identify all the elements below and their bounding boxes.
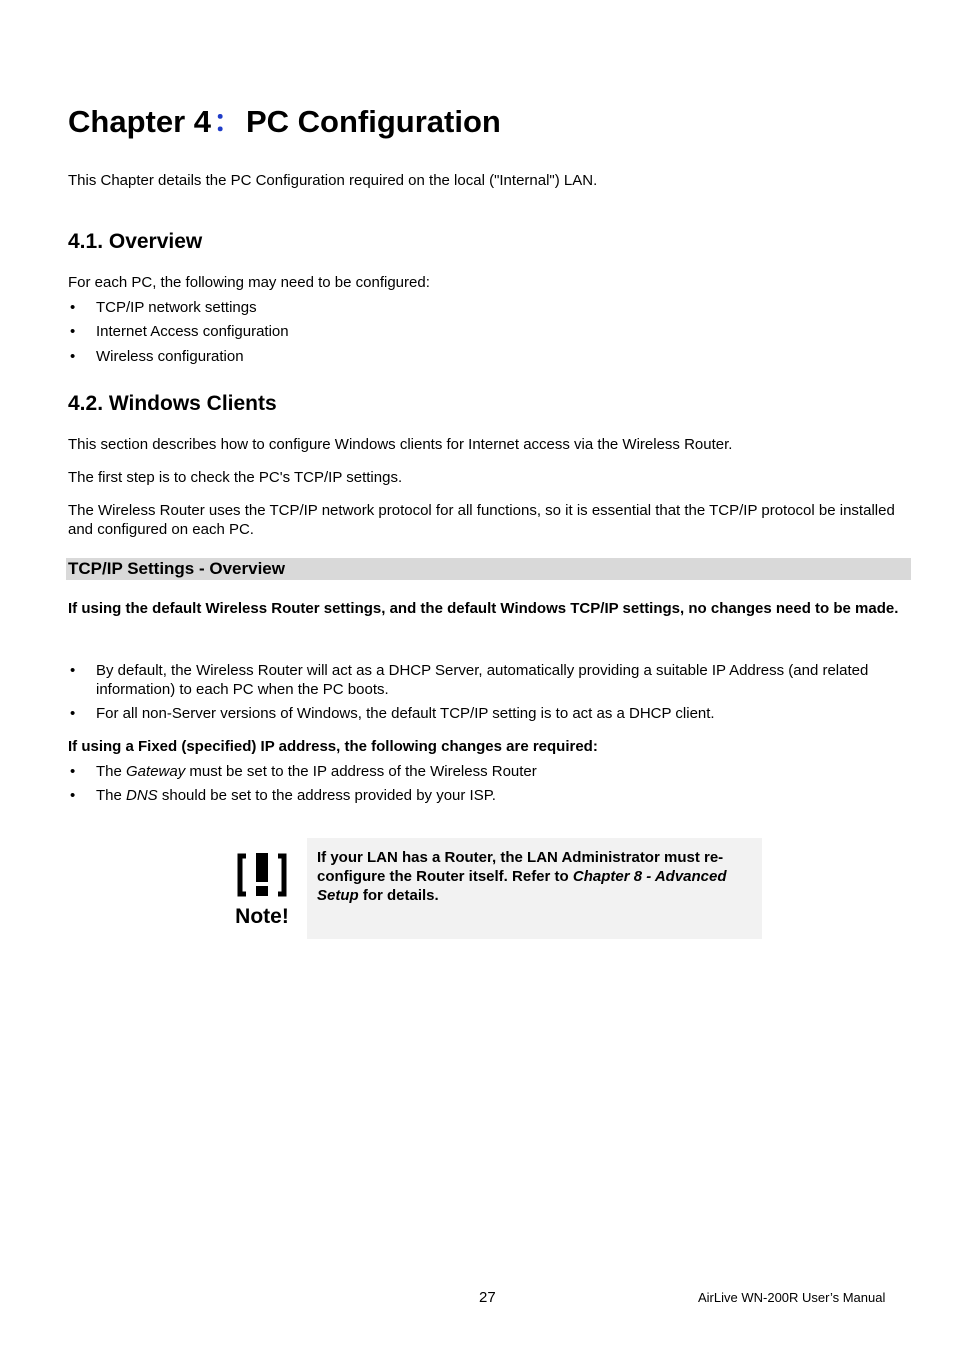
- windows-para-2: The first step is to check the PC's TCP/IP settings.: [68, 469, 403, 486]
- note-label: Note!: [235, 905, 289, 928]
- gateway-term: Gateway: [126, 763, 186, 780]
- list-item: • The DNS should be set to the address provided by your ISP.: [68, 786, 908, 805]
- overview-heading: 4.1. Overview: [68, 230, 203, 253]
- page-number: 27: [479, 1289, 496, 1306]
- chapter-colon: ：: [212, 104, 244, 139]
- fixed-ip-list: [68, 762, 908, 805]
- note-text: If your LAN has a Router, the LAN Administrator must re-configure the Router itself. Refer to Chapter 8 - Advanced Setup for details.: [317, 849, 727, 904]
- tcpip-section-bar: [66, 558, 911, 580]
- manual-title: AirLive WN-200R User’s Manual: [698, 1290, 886, 1305]
- list-item: • For all non-Server versions of Windows, the default TCP/IP setting is to act as a DHCP client.: [68, 704, 908, 723]
- chapter-title: [68, 102, 501, 142]
- windows-heading: 4.2. Windows Clients: [68, 392, 277, 415]
- default-settings-list: [68, 661, 908, 723]
- tcpip-heading: TCP/IP Settings - Overview: [68, 559, 285, 578]
- list-item: • Internet Access configuration: [68, 322, 908, 341]
- list-item: • Wireless configuration: [68, 347, 908, 366]
- exclamation-bracket-icon: [226, 848, 298, 930]
- list-item: • The Gateway must be set to the IP address of the Wireless Router: [68, 762, 908, 781]
- windows-para-1: This section describes how to configure Windows clients for Internet access via the Wireless Router.: [68, 436, 733, 453]
- note-box: [307, 838, 762, 939]
- overview-list: [68, 298, 908, 366]
- dns-term: DNS: [126, 787, 158, 804]
- note-reference: Chapter 8 - Advanced Setup: [317, 868, 727, 904]
- default-settings-note: If using the default Wireless Router settings, and the default Windows TCP/IP settings, no changes need to be made.: [68, 600, 899, 617]
- chapter-prefix: Chapter 4: [68, 104, 211, 139]
- list-item: • TCP/IP network settings: [68, 298, 908, 317]
- list-item: • By default, the Wireless Router will act as a DHCP Server, automatically providing a suitable IP Address (and related information) to each PC when the PC boots.: [68, 661, 886, 699]
- chapter-intro: This Chapter details the PC Configuration required on the local ("Internal") LAN.: [68, 172, 598, 189]
- windows-para-3: The Wireless Router uses the TCP/IP network protocol for all functions, so it is essential that the TCP/IP protocol be installed and configured on each PC.: [68, 502, 895, 538]
- fixed-ip-lead: If using a Fixed (specified) IP address, the following changes are required:: [68, 738, 598, 755]
- overview-lead: For each PC, the following may need to be configured:: [68, 274, 430, 291]
- chapter-name: PC Configuration: [245, 104, 501, 139]
